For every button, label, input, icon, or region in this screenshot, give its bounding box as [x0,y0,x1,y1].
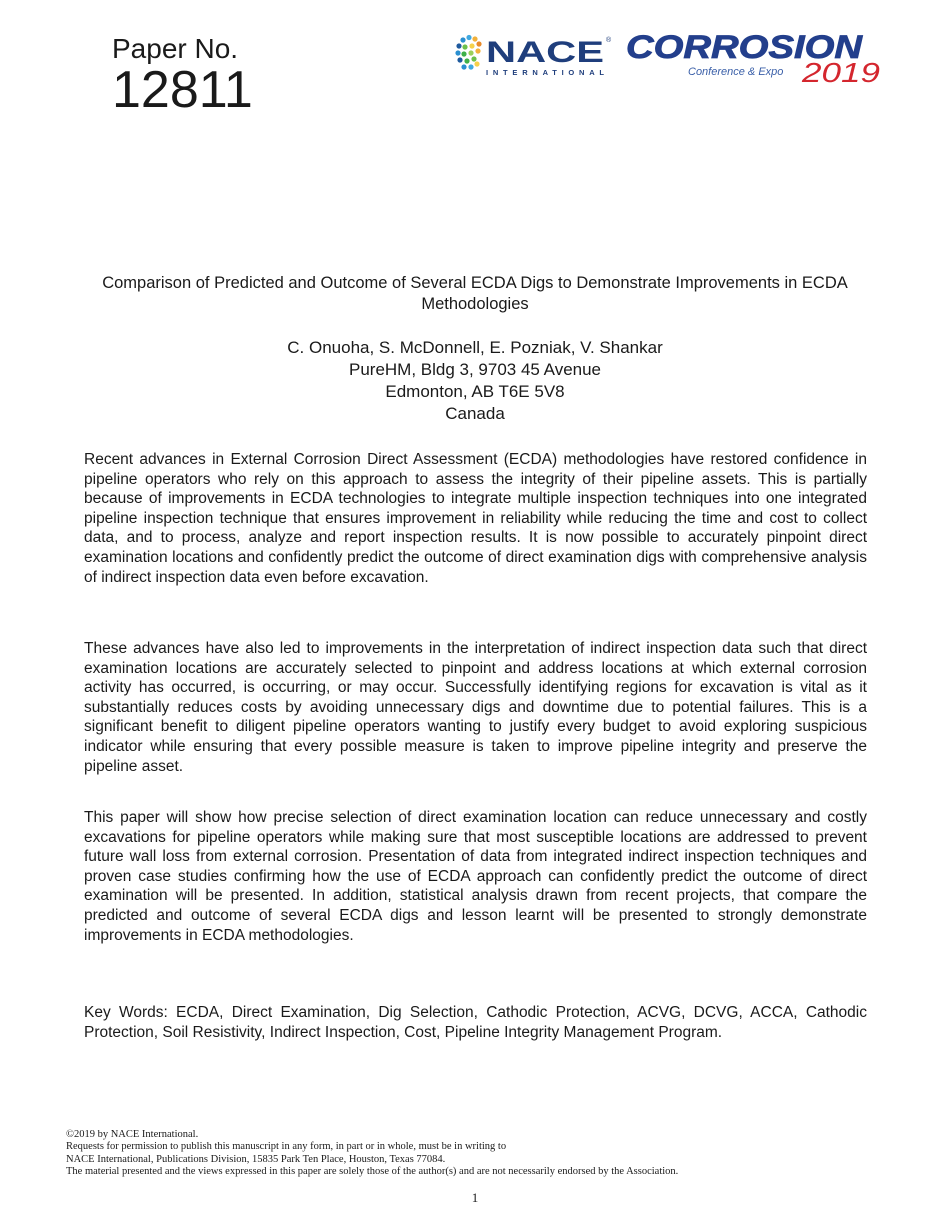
nace-logo-text: NACE [486,36,604,69]
author-country: Canada [445,404,505,423]
nace-logo-sub: INTERNATIONAL [486,68,604,77]
footer-copyright: ©2019 by NACE International. [66,1129,199,1140]
footer-disclaimer: The material presented and the views expressed in this paper are solely those of the author(s) and are not necessarily endorsed by the Association. [66,1166,679,1178]
nace-logo [455,34,615,78]
corrosion-logo-text: CORROSION [626,30,864,65]
author-block [100,337,850,425]
abstract-paragraph-1: Recent advances in External Corrosion Direct Assessment (ECDA) methodologies have restored confidence in pipeline operators who rely on this approach to assess the integrity of their pipeline assets. This is partially because of improvements in ECDA technologies to integrate multiple inspection techniques into one integrated pipeline inspection technique that ensures improvement in reliability while reducing the time and cost to collect data, and to process, analyze and report inspection results. It is now possible to accurately pinpoint direct examination locations and confidently predict the outcome of direct examination digs with comprehensive analysis of indirect inspection data even before excavation. [84,451,867,586]
corrosion-logo-sub: Conference & Expo [688,66,784,78]
copyright-footer [66,1129,886,1179]
author-names: C. Onuoha, S. McDonnell, E. Pozniak, V. Shankar [287,338,663,357]
abstract-paragraph-3: This paper will show how precise selection of direct examination location can reduce unnecessary and costly excavations for pipeline operators while making sure that most susceptible locations are addressed to prevent future wall loss from external corrosion. Presentation of data from integrated indirect inspection techniques and proven case studies confirming how the use of ECDA approach can confidently predict the outcome of direct examination will be presented. In addition, statistical analysis drawn from recent projects, that compare the predicted and outcome of several ECDA digs and lesson learnt will be presented to strongly demonstrate improvements in ECDA methodologies. [84,809,867,944]
paper-number-block [112,33,253,119]
paper-title: Comparison of Predicted and Outcome of Several ECDA Digs to Demonstrate Improvements in ECDA Methodologies [102,274,848,313]
footer-permission: Requests for permission to publish this manuscript in any form, in part or in whole, must be in writing to [66,1141,507,1153]
paper-no: 12811 [112,61,253,119]
author-organization: PureHM, Bldg 3, 9703 45 Avenue [348,360,602,379]
nace-globe-icon [455,35,481,70]
abstract-paragraph-2: These advances have also led to improvements in the interpretation of indirect inspection data such that direct examination locations are accurately selected to pinpoint and address locations at which external corrosion activity has occurred, is occurring, or may occur. Successfully identifying regions for excavation is vital as it substantially reduces costs by avoiding unnecessary digs and downtime due to potential failures. This is a significant benefit to diligent pipeline operators wanting to justify every budget to avoid exploring suspicious indicator while ensuring that every possible measure is taken to improve pipeline integrity and preserve the pipeline asset. [84,640,867,775]
paper-no-label: Paper No. [112,33,239,64]
keywords: Key Words: ECDA, Direct Examination, Dig Selection, Cathodic Protection, ACVG, DCVG, ACCA, Cathodic Protection, Soil Resistivity, Indirect Inspection, Cost, Pipeline Integrity Management Program. [84,1004,867,1041]
nace-registered-mark: ® [606,37,612,44]
author-city: Edmonton, AB T6E 5V8 [385,382,565,401]
footer-address: NACE International, Publications Division, 15835 Park Ten Place, Houston, Texas 77084. [66,1153,446,1165]
corrosion-logo-year: 2019 [800,57,880,88]
page-number: 1 [471,1190,479,1205]
corrosion-2019-logo [626,30,886,88]
